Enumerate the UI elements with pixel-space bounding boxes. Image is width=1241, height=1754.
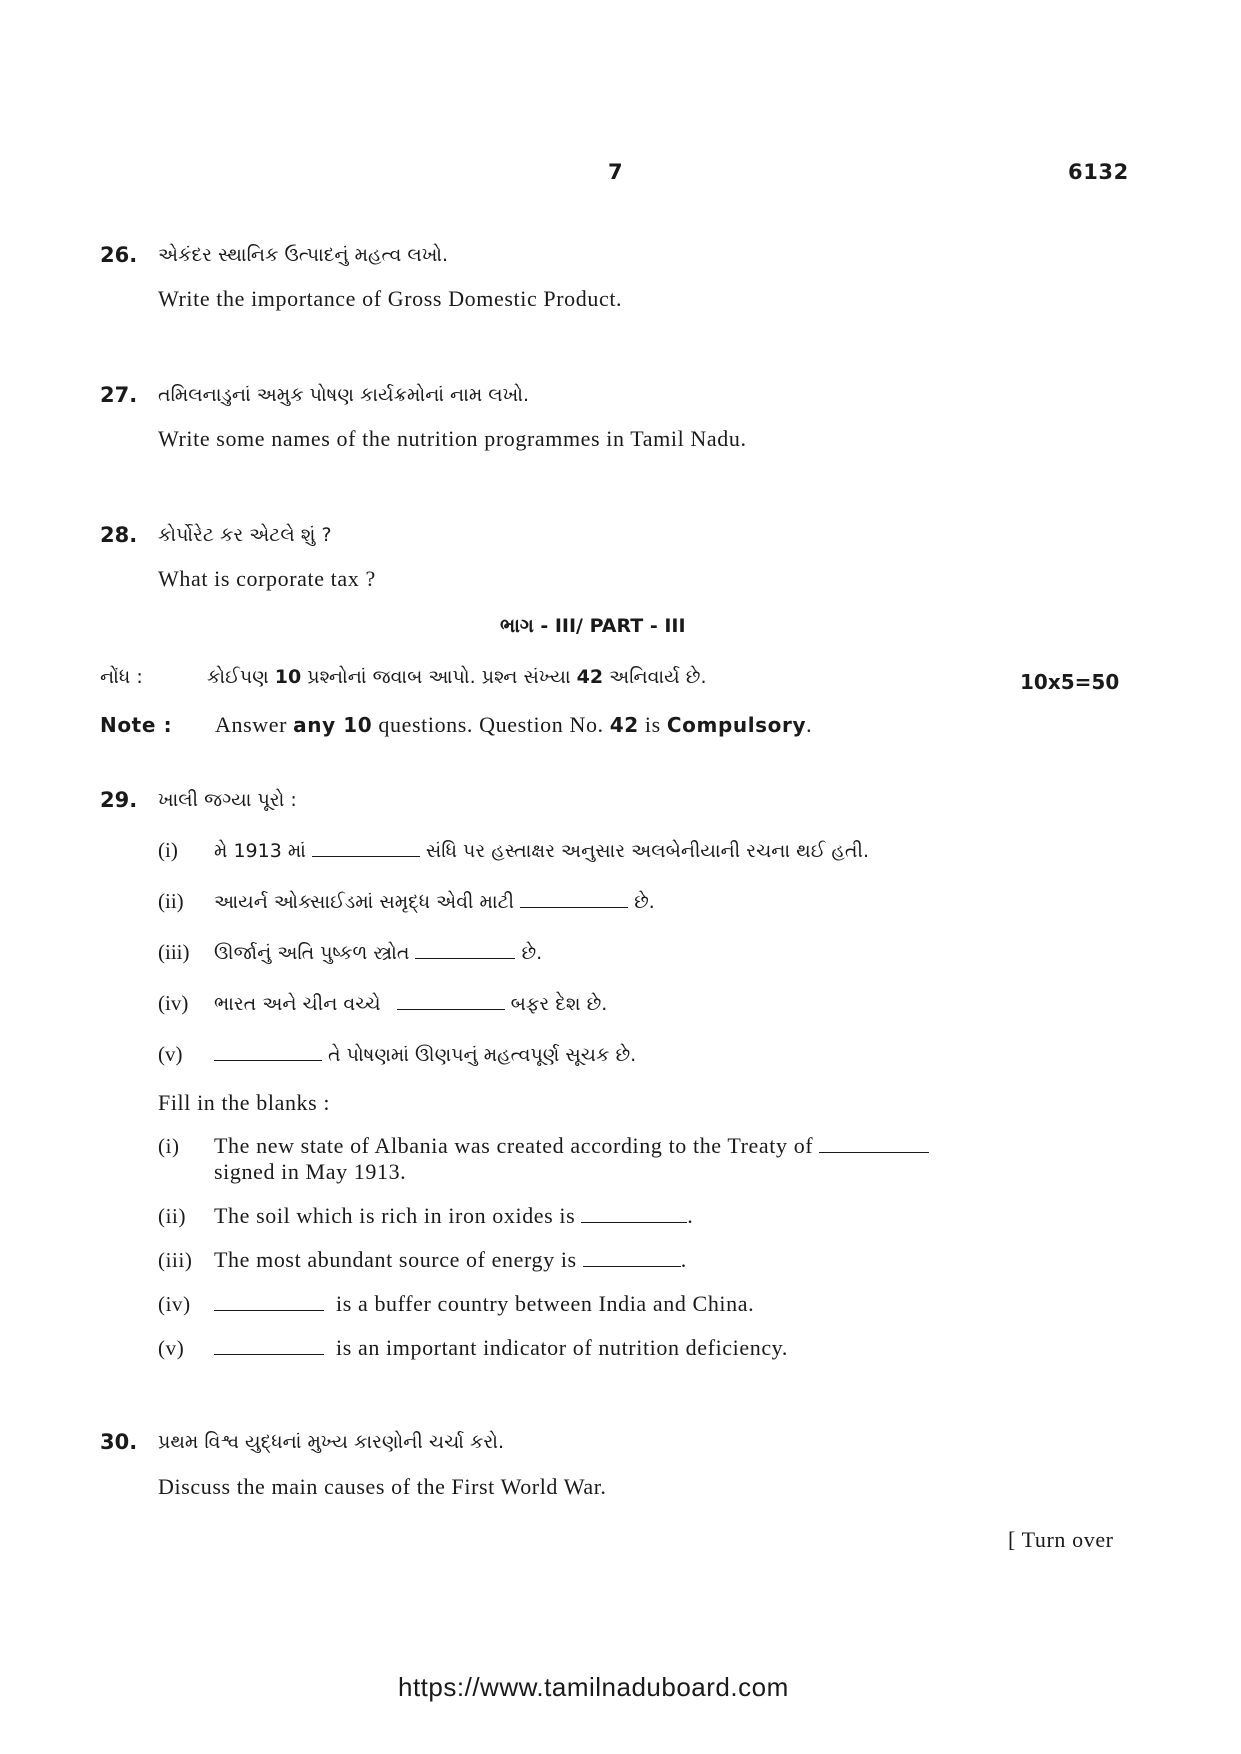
blank-line [520, 891, 628, 908]
note-en-compulsory: Compulsory [666, 713, 807, 737]
q29-gujarati: ખાલી જગ્યા પૂરો : [158, 789, 297, 811]
note-en-any: any 10 [293, 713, 373, 737]
blank-line [312, 840, 420, 857]
item-text: is an important indicator of nutrition deficiency. [336, 1335, 788, 1360]
item-number: (iii) [158, 1248, 193, 1272]
item-number: (iv) [158, 1292, 191, 1316]
item-text: તે પોષણમાં ઊણપનું મહત્વપૂર્ણ સૂચક છે. [328, 1044, 637, 1066]
q30-number: 30. [100, 1430, 138, 1454]
item-number: (iv) [158, 991, 189, 1015]
note-gujarati-label: નોંધ : [100, 666, 143, 688]
q27-gujarati: તમિલનાડુનાં અમુક પોષણ કાર્યક્રમોનાં નામ લખો. [158, 384, 530, 406]
fill-blanks-heading: Fill in the blanks : [158, 1090, 331, 1115]
item-text: મે 1913 માં [214, 840, 306, 862]
item-number: (v) [158, 1042, 183, 1066]
q29-en-item-2 [158, 1203, 693, 1229]
q26-gujarati: એકંદર સ્થાનિક ઉત્પાદનું મહત્વ લખો. [158, 244, 449, 266]
q28-gujarati: કોર્પોરેટ કર એટલે શું ? [158, 524, 332, 546]
item-number: (v) [158, 1336, 185, 1360]
item-text: બફર દેશ છે. [510, 993, 608, 1015]
item-text: આયર્ન ઓક્સાઈડમાં સમૃદ્ધ એવી માટી [214, 891, 515, 913]
note-en-t1: Answer [215, 712, 294, 737]
blank-line [415, 942, 515, 959]
part-title: ભાગ - III/ PART - III [500, 615, 686, 637]
q28-number: 28. [100, 523, 138, 547]
note-en-t4: . [806, 712, 813, 737]
item-text: ભારત અને ચીન વચ્ચે [214, 993, 381, 1015]
q29-gu-item-3 [158, 940, 542, 965]
blank-line [214, 1044, 322, 1061]
blank-line [397, 993, 505, 1010]
q28-english: What is corporate tax ? [158, 566, 376, 591]
q29-gu-item-2 [158, 889, 655, 914]
item-text: છે. [634, 891, 655, 913]
blank-line [214, 1338, 324, 1355]
item-text: The most abundant source of energy is [214, 1247, 577, 1272]
item-text: સંધિ પર હસ્તાક્ષર અનુસાર અલબેનીયાની રચના થઈ હતી. [425, 840, 870, 862]
blank-line [583, 1250, 681, 1267]
item-number: (ii) [158, 1204, 187, 1228]
q29-gu-item-1 [158, 838, 869, 863]
q29-en-item-4 [158, 1291, 754, 1317]
note-gujarati [207, 666, 706, 688]
item-text: . [687, 1203, 694, 1228]
turn-over-note: [ Turn over [1008, 1527, 1114, 1552]
blank-line [581, 1206, 687, 1223]
q30-english: Discuss the main causes of the First World War. [158, 1474, 607, 1499]
item-text: છે. [521, 942, 543, 964]
note-en-42: 42 [609, 713, 639, 737]
note-english-label [100, 712, 172, 738]
note-gu-10: 10 [274, 666, 302, 688]
q27-english: Write some names of the nutrition programmes in Tamil Nadu. [158, 426, 747, 451]
blank-line [214, 1294, 324, 1311]
note-english [215, 712, 812, 738]
note-gu-42: 42 [576, 666, 604, 688]
note-gu-mid: પ્રશ્નોનાં જવાબ આપો. પ્રશ્ન સંખ્યા [301, 666, 577, 688]
q29-gu-item-5 [158, 1042, 636, 1067]
note-gu-post: અનિવાર્ય છે. [603, 666, 707, 688]
item-number: (i) [158, 838, 178, 862]
q29-gu-item-4 [158, 991, 607, 1016]
q27-number: 27. [100, 383, 138, 407]
marks-scheme: 10x5=50 [1020, 670, 1120, 694]
footer-url[interactable]: https://www.tamilnaduboard.com [398, 1672, 789, 1702]
blank-line [819, 1136, 929, 1153]
note-gu-pre: કોઈપણ [207, 666, 275, 688]
item-number: (i) [158, 1134, 180, 1158]
q26-english: Write the importance of Gross Domestic Product. [158, 286, 623, 311]
q29-en-item-5 [158, 1335, 788, 1361]
item-text: is a buffer country between India and China. [336, 1291, 755, 1316]
item-number: (iii) [158, 940, 190, 964]
q26-number: 26. [100, 243, 138, 267]
item-text: The soil which is rich in iron oxides is [214, 1203, 576, 1228]
q29-en-item-1 [158, 1133, 935, 1159]
page-number: 7 [608, 160, 624, 184]
q29-en-item-1-line2: signed in May 1913. [214, 1159, 407, 1184]
paper-code: 6132 [1068, 160, 1129, 184]
item-text: ઊર્જાનું અતિ પુષ્કળ સ્ત્રોત [214, 942, 410, 964]
note-en-label: Note : [100, 713, 173, 737]
q29-en-item-3 [158, 1247, 687, 1273]
item-number: (ii) [158, 889, 184, 913]
q30-gujarati: પ્રથમ વિશ્વ યુદ્ધનાં મુખ્ય કારણોની ચર્ચા કરો. [158, 1431, 504, 1453]
note-en-t2: questions. Question No. [372, 712, 610, 737]
item-text: The new state of Albania was created according to the Treaty of [214, 1133, 814, 1158]
q29-number: 29. [100, 788, 138, 812]
note-en-t3: is [638, 712, 667, 737]
item-text: . [680, 1247, 687, 1272]
